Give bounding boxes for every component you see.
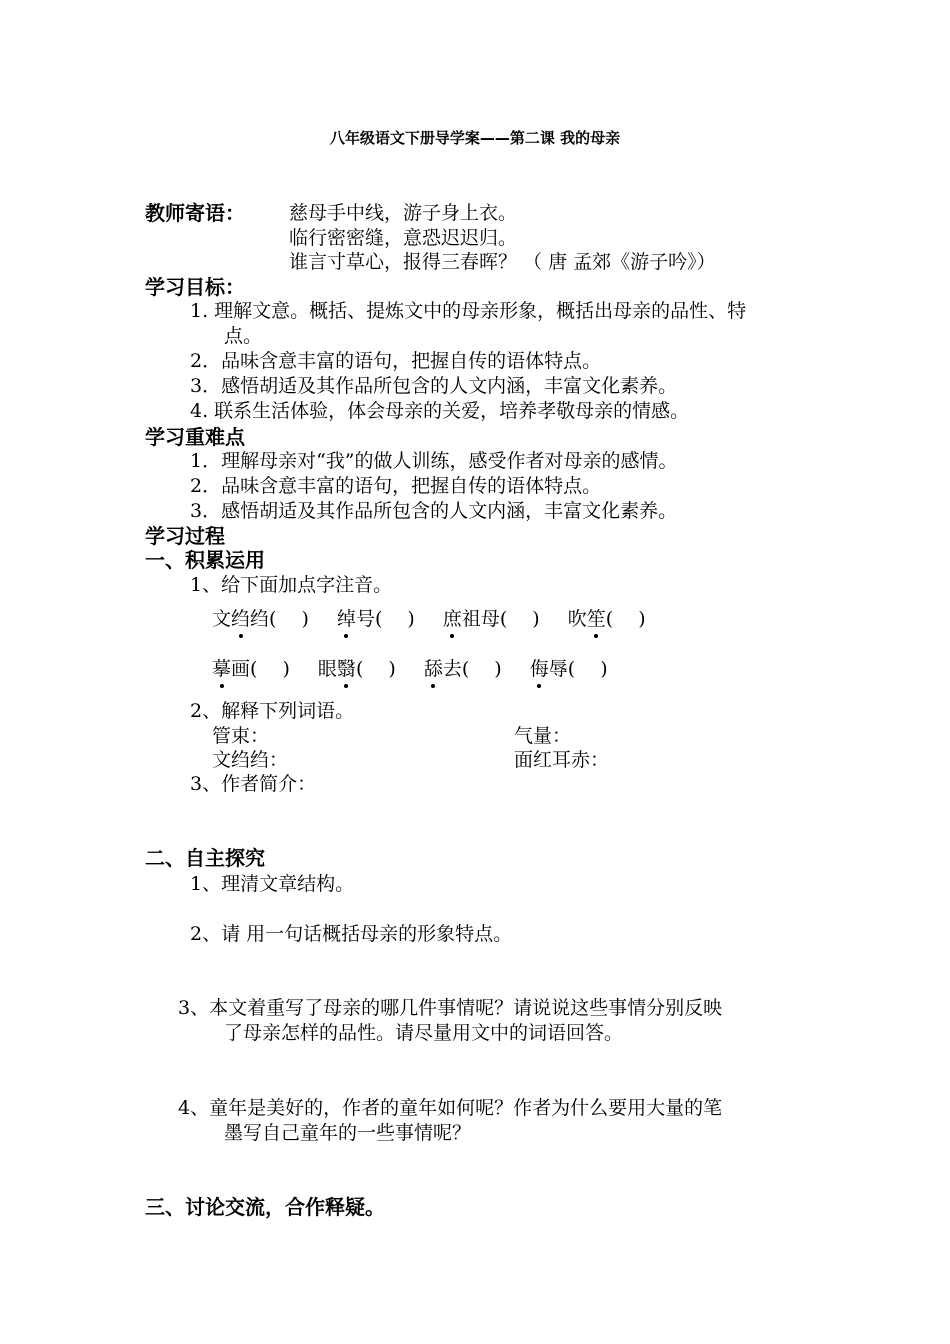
answer-blank: ( ) xyxy=(250,658,290,680)
key-points-heading: 学习重难点 xyxy=(145,425,245,449)
section1-q3: 3、作者简介： xyxy=(190,773,317,795)
pinyin-word: 眼翳( ) xyxy=(317,658,396,680)
key-point-item: 2．品味含意丰富的语句，把握自传的语体特点。 xyxy=(190,475,602,497)
pinyin-row-2 xyxy=(212,660,608,679)
pinyin-word: 绰号( ) xyxy=(336,608,415,630)
poem-line-2: 临行密密缝，意恐迟迟归。 xyxy=(289,227,518,249)
section1-heading: 一、积累运用 xyxy=(145,548,265,572)
pinyin-word: 侮辱( ) xyxy=(529,658,608,680)
pinyin-word: 舔去( ) xyxy=(423,658,502,680)
term-qiliang: 气量： xyxy=(514,725,572,747)
answer-blank: ( ) xyxy=(374,608,415,630)
poem-line-3: 谁言寸草心，报得三春晖？ （ 唐 孟郊《游子吟》） xyxy=(289,251,716,273)
goal-item: 3．感悟胡适及其作品所包含的人文内涵，丰富文化素养。 xyxy=(190,375,678,397)
goal-item: 点。 xyxy=(224,325,263,347)
process-heading: 学习过程 xyxy=(145,524,225,548)
goals-heading: 学习目标： xyxy=(145,275,245,299)
key-point-item: 1．理解母亲对“我”的做人训练，感受作者对母亲的感情。 xyxy=(190,450,678,472)
answer-blank: ( ) xyxy=(355,658,396,680)
pinyin-word: 摹画( ) xyxy=(212,658,290,680)
page-title: 八年级语文下册导学案——第二课 我的母亲 xyxy=(329,129,621,147)
key-point-item: 3．感悟胡适及其作品所包含的人文内涵，丰富文化素养。 xyxy=(190,500,678,522)
section2-heading: 二、自主探究 xyxy=(145,846,265,870)
goal-item: 4. 联系生活体验，体会母亲的关爱，培养孝敬母亲的情感。 xyxy=(190,400,690,422)
section1-q1: 1、给下面加点字注音。 xyxy=(190,574,393,596)
section2-q2: 2、请 用一句话概括母亲的形象特点。 xyxy=(190,923,513,945)
answer-blank: ( ) xyxy=(269,608,309,630)
pinyin-word: 吹笙( ) xyxy=(567,608,646,630)
answer-blank: ( ) xyxy=(499,608,540,630)
goal-item: 2．品味含意丰富的语句，把握自传的语体特点。 xyxy=(190,350,602,372)
pinyin-word: 庶祖母( ) xyxy=(442,608,540,630)
dotted-character: 摹 xyxy=(212,658,232,680)
section2-q1: 1、理清文章结构。 xyxy=(190,873,355,895)
section1-q2: 2、解释下列词语。 xyxy=(190,700,355,722)
answer-blank: ( ) xyxy=(461,658,502,680)
dotted-character: 舔 xyxy=(423,658,443,680)
dotted-character: 绉 xyxy=(231,608,251,630)
teacher-words-label: 教师寄语： xyxy=(145,201,245,225)
section2-q4-line1: 4、童年是美好的，作者的童年如何呢？作者为什么要用大量的笔 xyxy=(178,1097,723,1119)
dotted-character: 绰 xyxy=(336,608,356,630)
dotted-character: 翳 xyxy=(336,658,356,680)
answer-blank: ( ) xyxy=(567,658,608,680)
dotted-character: 笙 xyxy=(586,608,606,630)
poem-line-1: 慈母手中线，游子身上衣。 xyxy=(289,202,518,224)
term-mianhongerchi: 面红耳赤： xyxy=(514,749,610,771)
goal-item: 1. 理解文意。概括、提炼文中的母亲形象，概括出母亲的品性、特 xyxy=(190,300,747,322)
section2-q3-line1: 3、本文着重写了母亲的哪几件事情呢？请说说这些事情分别反映 xyxy=(178,997,723,1019)
term-guanshu: 管束： xyxy=(212,725,270,747)
section3-heading: 三、讨论交流，合作释疑。 xyxy=(145,1195,385,1219)
section2-q3-line2: 了母亲怎样的品性。请尽量用文中的词语回答。 xyxy=(224,1022,624,1044)
dotted-character: 侮 xyxy=(529,658,549,680)
term-wenzhouzhou: 文绉绉： xyxy=(212,749,289,771)
answer-blank: ( ) xyxy=(605,608,646,630)
pinyin-row-1 xyxy=(212,610,646,629)
dotted-character: 庶 xyxy=(442,608,462,630)
section2-q4-line2: 墨写自己童年的一些事情呢？ xyxy=(224,1122,472,1144)
pinyin-word: 文绉绉( ) xyxy=(212,608,309,630)
